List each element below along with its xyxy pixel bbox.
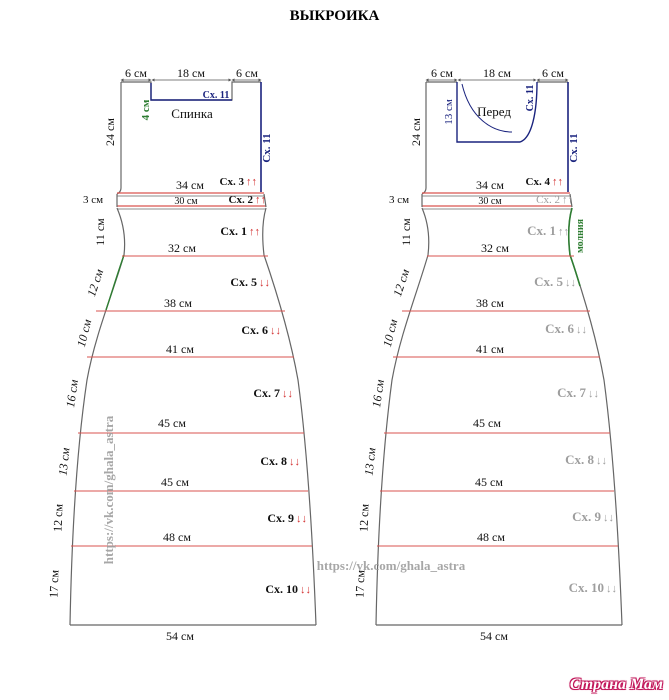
back-width-32: 32 см	[168, 241, 196, 255]
front-scheme-5: Сх. 5	[534, 274, 563, 289]
back-top-outline	[121, 82, 261, 100]
front-skirt-right	[569, 208, 622, 625]
front-scheme-9-arrow: ↓↓	[603, 512, 614, 524]
back-scheme-2: Сх. 2	[228, 194, 253, 206]
back-scheme-1-arrow: ↑↑	[249, 226, 260, 238]
back-scheme-7: Сх. 7	[253, 386, 280, 400]
front-side-scheme: Сх. 11	[568, 133, 580, 163]
back-width-38: 38 см	[164, 296, 192, 310]
back-width-48: 48 см	[163, 530, 191, 544]
front-scheme-7-arrow: ↓↓	[588, 388, 599, 400]
back-skirt-left-green	[106, 255, 124, 310]
back-vert-s7: 17 см	[46, 569, 62, 599]
back-width-45b: 45 см	[161, 475, 189, 489]
front-scheme-1-arrow: ↑↑	[558, 226, 569, 238]
front-scheme-9: Сх. 9	[572, 509, 601, 524]
front-width-34: 34 см	[476, 178, 504, 192]
front-scheme-5-arrow: ↓↓	[565, 277, 576, 289]
front-scheme-8-arrow: ↓↓	[596, 455, 607, 467]
back-top-center-dim: 18 см	[177, 66, 205, 80]
back-scheme-6: Сх. 6	[241, 323, 268, 337]
back-neck-scheme: Сх. 11	[202, 90, 230, 101]
front-scheme-6: Сх. 6	[545, 321, 574, 336]
front-width-45b: 45 см	[475, 475, 503, 489]
front-scheme-10-arrow: ↓↓	[606, 583, 617, 595]
back-vert-bodice: 24 см	[103, 118, 117, 146]
back-scheme-10-arrow: ↓↓	[300, 584, 311, 596]
back-scheme-10: Сх. 10	[265, 582, 298, 596]
front-scheme-4-arrow: ↑↑	[552, 176, 563, 188]
front-vert-bodice: 24 см	[409, 118, 423, 146]
back-vert-s4: 16 см	[63, 378, 81, 409]
front-labels	[353, 66, 617, 643]
front-vert-s5: 13 см	[361, 446, 379, 477]
back-vert-s3: 10 см	[73, 317, 95, 349]
front-vert-s4: 16 см	[369, 378, 387, 409]
front-vert-s2: 12 см	[390, 267, 413, 299]
back-width-30: 30 см	[174, 196, 198, 207]
front-vert-s3: 10 см	[379, 317, 401, 349]
site-logo: Страна Мам	[569, 676, 663, 693]
back-side-scheme: Сх. 11	[261, 133, 273, 163]
front-width-30: 30 см	[478, 196, 502, 207]
back-scheme-6-arrow: ↓↓	[270, 325, 281, 337]
front-scheme-4: Сх. 4	[525, 176, 550, 188]
front-zipper-label: молния	[575, 218, 586, 254]
back-scheme-5-arrow: ↓↓	[259, 277, 270, 289]
back-top-left-dim: 6 см	[125, 66, 147, 80]
back-scheme-3: Сх. 3	[219, 176, 244, 188]
front-width-41: 41 см	[476, 342, 504, 356]
back-width-41: 41 см	[166, 342, 194, 356]
front-width-54: 54 см	[480, 629, 508, 643]
page-title: ВЫКРОИКА	[289, 8, 380, 24]
watermark-horizontal: https://vk.com/ghala_astra	[316, 558, 466, 573]
back-label: Спинка	[171, 106, 213, 121]
back-vert-s1: 11 см	[93, 218, 107, 246]
back-neck-depth: 4 см	[140, 99, 152, 121]
back-vert-band: 3 см	[82, 194, 104, 206]
front-vert-s6: 12 см	[356, 503, 372, 533]
back-scheme-3-arrow: ↑↑	[246, 176, 257, 188]
front-vert-band: 3 см	[388, 194, 410, 206]
front-scheme-8: Сх. 8	[565, 452, 594, 467]
front-scheme-2: Сх. 2	[536, 194, 560, 206]
front-width-38: 38 см	[476, 296, 504, 310]
front-top-center-dim: 18 см	[483, 66, 511, 80]
back-labels	[47, 66, 311, 643]
back-vert-s6: 12 см	[50, 503, 66, 533]
front-vert-s7: 17 см	[352, 569, 368, 599]
front-scheme-7: Сх. 7	[557, 385, 586, 400]
back-vert-s5: 13 см	[55, 446, 73, 477]
front-scheme-1: Сх. 1	[527, 223, 556, 238]
front-scheme-6-arrow: ↓↓	[576, 324, 587, 336]
back-scheme-8-arrow: ↓↓	[289, 456, 300, 468]
back-top-right-dim: 6 см	[236, 66, 258, 80]
front-vert-s1: 11 см	[399, 218, 413, 246]
back-vert-s2: 12 см	[84, 267, 107, 299]
front-neck-scheme: Сх. 11	[525, 84, 536, 112]
back-width-45a: 45 см	[158, 416, 186, 430]
back-scheme-9: Сх. 9	[267, 511, 294, 525]
front-top-right-dim: 6 см	[542, 66, 564, 80]
back-scheme-8: Сх. 8	[260, 454, 287, 468]
back-scheme-9-arrow: ↓↓	[296, 513, 307, 525]
back-scheme-7-arrow: ↓↓	[282, 388, 293, 400]
front-scheme-2-arrow: ↑↑	[562, 194, 573, 206]
front-width-48: 48 см	[477, 530, 505, 544]
back-width-34: 34 см	[176, 178, 204, 192]
front-top-left-dim: 6 см	[431, 66, 453, 80]
back-skirt-right	[263, 208, 316, 625]
front-width-45a: 45 см	[473, 416, 501, 430]
front-width-32: 32 см	[481, 241, 509, 255]
back-scheme-2-arrow: ↑↑	[255, 194, 266, 206]
back-scheme-5: Сх. 5	[230, 275, 257, 289]
front-label: Перед	[477, 104, 511, 119]
front-scheme-10: Сх. 10	[568, 580, 604, 595]
back-scheme-1: Сх. 1	[220, 224, 247, 238]
front-neck-depth: 13 см	[443, 99, 455, 125]
back-width-54: 54 см	[166, 629, 194, 643]
watermark-vertical: https://vk.com/ghala_astra	[101, 415, 116, 565]
